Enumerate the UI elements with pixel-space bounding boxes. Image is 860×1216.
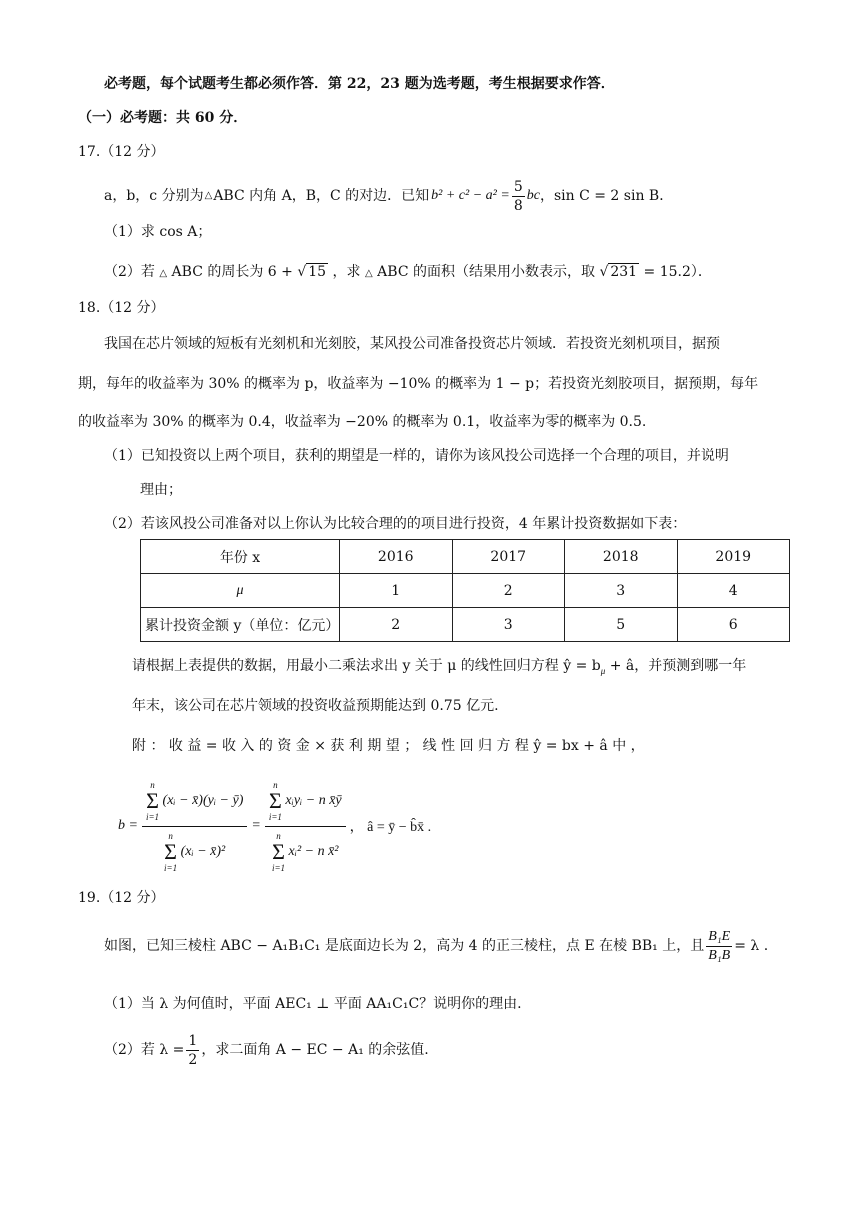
q18-after-1-end: + â，并预测到哪一年 — [605, 658, 747, 674]
intro-line-2: （一）必考题：共 60 分． — [78, 110, 248, 126]
table-cell: 3 — [565, 574, 678, 608]
sigma-icon: n Σ i=1 — [164, 830, 178, 873]
table-cell: 年份 x — [141, 540, 340, 574]
q17-part2-d: ABC 的面积（结果用小数表示，取 — [377, 264, 595, 280]
q17-eq-rhs: bc — [526, 188, 540, 203]
q19-part2 — [104, 1028, 429, 1072]
formula-b-eq: b = — [118, 818, 138, 833]
q18-after-1-sub: μ — [600, 665, 606, 676]
q17-part2 — [104, 262, 712, 284]
q19-part2-b: ，求二面角 A − EC − A₁ 的余弦值. — [201, 1042, 429, 1058]
q18-para-2: 期，每年的收益率为 30% 的概率为 p，收益率为 −10% 的概率为 1 − p；若投资光刻胶项目，据预期，每年 — [78, 376, 759, 392]
table-cell: 6 — [677, 608, 790, 642]
q17-frac-den: 8 — [513, 197, 523, 214]
q18-para-1: 我国在芯片领域的短板有光刻机和光刻胶，某风投公司准备投资芯片领域．若投资光刻机项目，据预 — [104, 336, 720, 352]
intro-line-1: 必考题，每个试题考生都必须作答．第 22，23 题为选考题，考生根据要求作答． — [104, 76, 615, 92]
q17-part2-c: ，求 — [332, 264, 361, 280]
formula-equals: = — [251, 818, 261, 833]
q17-fraction — [512, 178, 525, 215]
investment-table — [140, 539, 790, 642]
table-cell: 累计投资金额 y（单位：亿元） — [141, 608, 340, 642]
q19-number: 19.（12 分） — [78, 890, 165, 906]
q17-part2-b: ABC 的周长为 6 + — [171, 264, 293, 280]
triangle-icon: △ — [204, 190, 213, 201]
formula-fraction-1 — [142, 780, 247, 873]
formula-den-2: xᵢ² − n x̄² — [288, 843, 339, 859]
q19-part2-fraction — [186, 1032, 199, 1069]
q18-note: 附 ： 收 益 = 收 入 的 资 金 × 获 利 期 望 ； 线 性 回 归 方 程 ŷ = bx + â 中 ， — [132, 738, 645, 754]
q19-frac-num: B₁E — [706, 928, 732, 947]
q18-after-2: 年末，该公司在芯片领域的投资收益预期能达到 0.75 亿元. — [132, 698, 499, 714]
table-cell: 2 — [340, 608, 453, 642]
q17-sin: ，sin C = 2 sin B． — [539, 188, 674, 204]
q18-part2: （2）若该风投公司准备对以上你认为比较合理的的项目进行投资，4 年累计投资数据如下表： — [104, 516, 687, 532]
table-cell: 1 — [340, 574, 453, 608]
formula-num-1: (xᵢ − x̄)(yᵢ − ȳ) — [162, 792, 244, 808]
table-cell: 5 — [565, 608, 678, 642]
formula-fraction-2 — [265, 780, 346, 873]
q17-stem — [104, 178, 673, 214]
triangle-icon: △ — [365, 268, 373, 279]
q19-fraction — [706, 928, 732, 965]
q18-para-3: 的收益率为 30% 的概率为 0.4，收益率为 −20% 的概率为 0.1，收益率为零的概率为 0.5. — [78, 414, 647, 430]
formula-tail: ， â = ȳ − b̂x̄ . — [349, 820, 432, 835]
q18-part1-b: 理由； — [140, 482, 182, 498]
table-cell: 3 — [452, 608, 565, 642]
q17-stem-a: a，b，c 分别为 — [104, 188, 204, 204]
q19-part2-num: 1 — [188, 1032, 198, 1049]
formula-num-2: xᵢyᵢ − n x̄ȳ — [285, 792, 342, 808]
sigma-icon: n Σ i=1 — [271, 830, 286, 873]
table-cell: 4 — [677, 574, 790, 608]
q19-stem-b: = λ . — [734, 938, 769, 954]
table-cell: 2018 — [565, 540, 678, 574]
q17-part2-e: = 15.2）． — [643, 264, 712, 280]
table-row — [141, 608, 790, 642]
q17-eq-lhs: b² + c² − a² = — [431, 188, 510, 203]
table-cell: 2016 — [340, 540, 453, 574]
q19-frac-den: B₁B — [708, 947, 731, 963]
triangle-icon: △ — [159, 268, 168, 279]
q18-after-1-text: 请根据上表提供的数据，用最小二乘法求出 y 关于 μ 的线性回归方程 ŷ = b — [132, 658, 601, 674]
q17-number: 17.（12 分） — [78, 144, 165, 160]
q18-number: 18.（12 分） — [78, 300, 165, 316]
q18-after-1 — [132, 656, 746, 681]
q17-sqrt231: 231 — [610, 264, 638, 280]
table-cell: 2019 — [677, 540, 790, 574]
q17-part1: （1）求 cos A； — [104, 224, 212, 240]
q19-part2-den: 2 — [188, 1051, 198, 1068]
q19-part1: （1）当 λ 为何值时，平面 AEC₁ ⊥ 平面 AA₁C₁C？说明你的理由. — [104, 996, 522, 1012]
q17-frac-num: 5 — [513, 178, 523, 195]
formula-den-1: (xᵢ − x̄)² — [180, 843, 226, 859]
q17-stem-b: ABC 内角 A，B，C 的对边．已知 — [213, 188, 430, 204]
q18-part1-a: （1）已知投资以上两个项目，获利的期望是一样的，请你为该风投公司选择一个合理的项目，并说明 — [104, 448, 729, 464]
regression-formula — [118, 778, 431, 874]
sigma-icon: n Σ i=1 — [145, 779, 160, 822]
table-row — [141, 540, 790, 574]
table-cell: 2017 — [452, 540, 565, 574]
table-row — [141, 574, 790, 608]
sigma-icon: n Σ i=1 — [268, 779, 282, 822]
sqrt-icon: √ — [297, 264, 307, 280]
q19-stem — [104, 924, 768, 968]
q17-sqrt15: 15 — [308, 264, 327, 280]
q19-stem-a: 如图，已知三棱柱 ABC − A₁B₁C₁ 是底面边长为 2，高为 4 的正三棱柱，点 E 在棱 BB₁ 上，且 — [104, 938, 705, 954]
sqrt-icon: √ — [599, 264, 609, 280]
table-cell: μ — [141, 574, 340, 608]
table-cell: 2 — [452, 574, 565, 608]
q17-part2-a: （2）若 — [104, 264, 155, 280]
q19-part2-a: （2）若 λ = — [104, 1042, 185, 1058]
